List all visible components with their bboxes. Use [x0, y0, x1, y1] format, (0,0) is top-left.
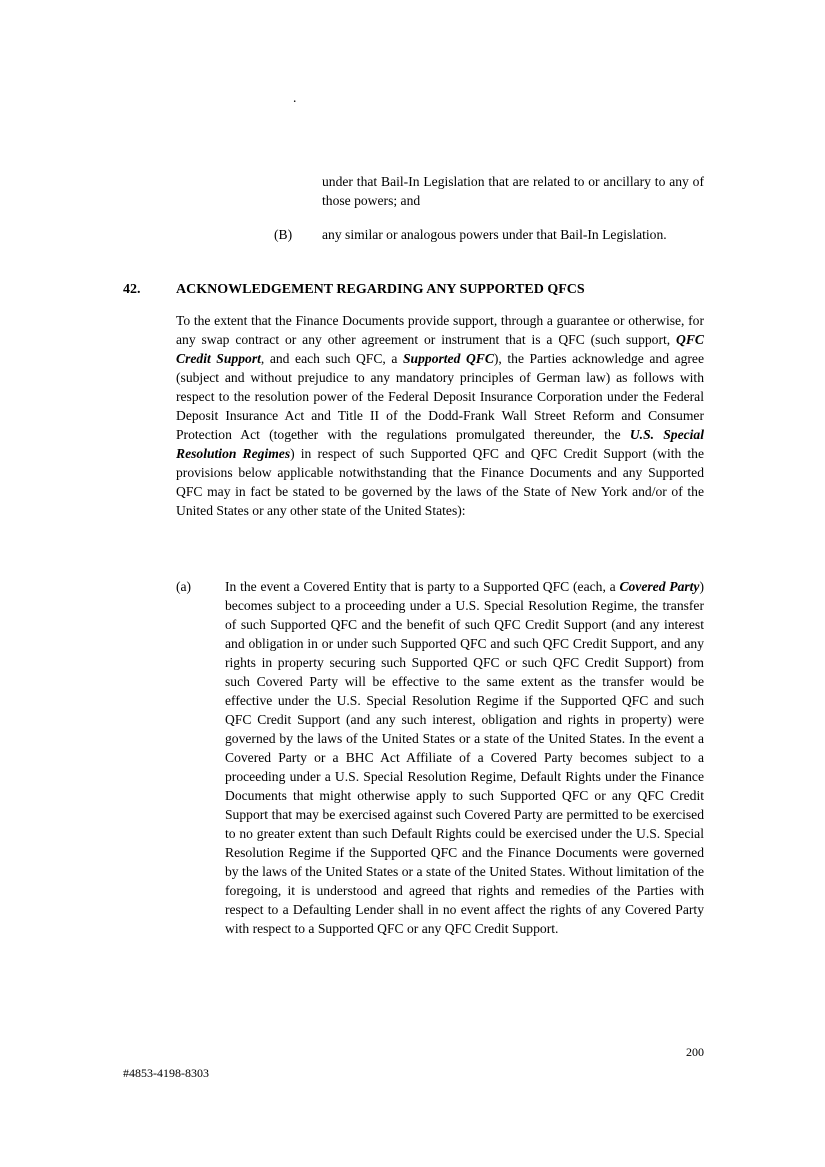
item-b-label: (B) [274, 227, 293, 242]
item-b-text: any similar or analogous powers under that Bail-In Legislation. [322, 227, 667, 242]
section-item-a [176, 577, 704, 938]
intro-segment: ) in respect of such Supported QFC and QFC Credit Support (with the provisions below applicable notwithstanding that the Finance Documents and any Supported QFC may in fact be stated to be governed by the laws of the State of New York and/or of the United States or any other state of the United States): [176, 446, 705, 518]
item-a-label: (a) [176, 579, 192, 594]
section-number: 42. [123, 282, 141, 297]
item-a-segment: ) becomes subject to a proceeding under a U.S. Special Resolution Regime, the transfer of such Supported QFC and the benefit of such QFC Credit Support (and any interest and obligation in or under such Supported QFC and such QFC Credit Support, and any rights in property securing such Supported QFC or such QFC Credit Support) from such Covered Party will be effective to the same extent as the transfer would be effective under the U.S. Special Resolution Regime if the Supported QFC and such QFC Credit Support (and any such interest, obligation and rights in property) were governed by the laws of the United States or a state of the United States. In the event a Covered Party or a BHC Act Affiliate of a Covered Party becomes subject to a proceeding under a U.S. Special Resolution Regime, Default Rights under the Finance Documents that might otherwise apply to such Supported QFC or any QFC Credit Support that may be exercised against such Covered Party are permitted to be exercised to no greater extent than such Default Rights could be exercised under the U.S. Special Resolution Regime if the Supported QFC and the Finance Documents were governed by the laws of the United States or a state of the United States. Without limitation of the foregoing, it is understood and agreed that rights and remedies of the Parties with respect to a Defaulting Lender shall in no event affect the rights of any Covered Party with respect to a Supported QFC or any QFC Credit Support. [225, 579, 704, 936]
intro-segment: To the extent that the Finance Documents provide support, through a guarantee or otherwise, for any swap contract or any other agreement or instrument that is a QFC (such support, [176, 313, 704, 347]
defined-term-qfc-credit-support: QFC Credit Support [176, 332, 704, 366]
bailin-continuation-text: under that Bail-In Legislation that are related to or ancillary to any of those powers; and [322, 174, 704, 208]
defined-term-supported-qfc: Supported QFC [402, 351, 494, 366]
intro-segment: ), the Parties acknowledge and agree (subject and without prejudice to any mandatory principles of German law) as follows with respect to the resolution power of the Federal Deposit Insurance Corporation under the Federal Deposit Insurance Act and Title II of the Dodd-Frank Wall Street Reform and Consumer Protection Act (together with the regulations promulgated thereunder, the [176, 351, 705, 442]
bailin-item-b [274, 225, 704, 244]
intro-segment: , and each such QFC, a [260, 351, 403, 366]
defined-term-us-special-resolution-regimes: U.S. Special Resolution Regimes [176, 427, 704, 461]
item-a-segment: In the event a Covered Entity that is party to a Supported QFC (each, a [225, 579, 620, 594]
stray-mark: . [293, 90, 297, 105]
document-control-number: #4853-4198-8303 [123, 1066, 209, 1080]
section-intro-paragraph [176, 311, 704, 520]
defined-term-covered-party: Covered Party [619, 579, 700, 594]
section-heading [123, 280, 704, 299]
item-a-text [225, 577, 704, 938]
page-number: 200 [686, 1045, 704, 1059]
section-title: ACKNOWLEDGEMENT REGARDING ANY SUPPORTED QFCS [176, 282, 585, 297]
